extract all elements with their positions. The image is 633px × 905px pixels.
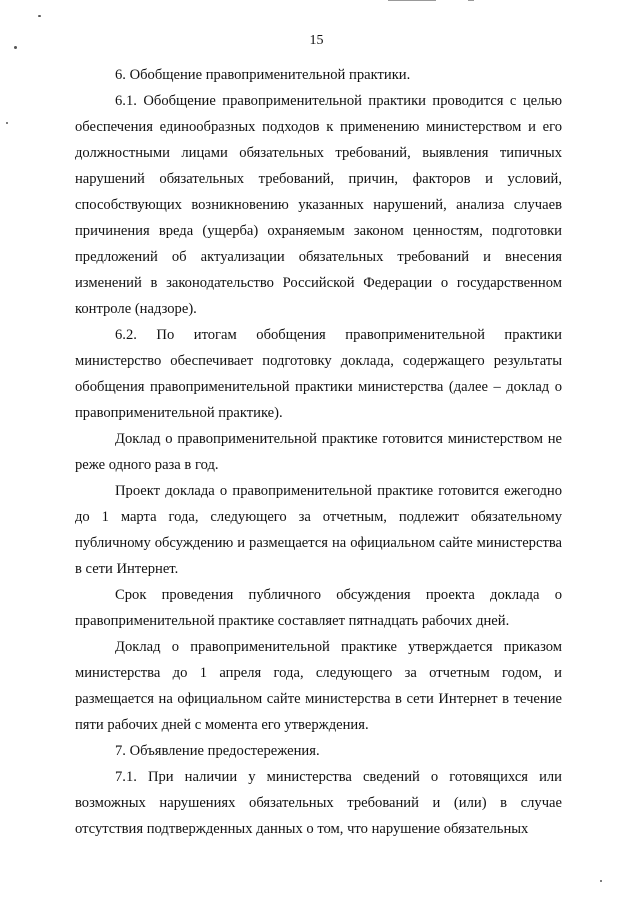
paragraph: Срок проведения публичного обсуждения проекта доклада о правоприменительной практике составляет пятнадцать рабочих дней. bbox=[75, 587, 562, 629]
scan-edge-line bbox=[388, 0, 436, 1]
scan-speck bbox=[38, 15, 41, 17]
section-heading: 6. Обобщение правоприменительной практики. bbox=[115, 67, 411, 83]
paragraph: Доклад о правоприменительной практике готовится министерством не реже одного раза в год. bbox=[75, 431, 562, 473]
paragraph: Проект доклада о правоприменительной практике готовится ежегодно до 1 марта года, следующего за отчетным, подлежит обязательному публичному обсуждению и размещается на официальном сайте министерства в сети Интернет. bbox=[75, 483, 562, 577]
page-number: 15 bbox=[309, 33, 324, 48]
paragraph: Доклад о правоприменительной практике утверждается приказом министерства до 1 апреля года, следующего за отчетным годом, и размещается на официальном сайте министерства в сети Интернет в течение пяти рабочих дней с момента его утверждения. bbox=[75, 639, 562, 733]
scan-speck bbox=[6, 122, 8, 124]
section-heading: 7. Объявление предостережения. bbox=[115, 743, 320, 759]
scan-speck bbox=[600, 880, 602, 882]
paragraph: 6.2. По итогам обобщения правоприменительной практики министерство обеспечивает подготовку доклада, содержащего результаты обобщения правоприменительной практики министерства (далее – доклад о правоприменительной практике). bbox=[75, 327, 562, 421]
paragraph: 6.1. Обобщение правоприменительной практики проводится с целью обеспечения единообразных подходов к применению министерством и его должностными лицами обязательных требований, выявления типичных нарушений обязательных требований, причин, факторов и условий, способствующих возникновению указанных нарушений, анализа случаев причинения вреда (ущерба) охраняемым законом ценностям, подготовки предложений об актуализации обязательных требований и внесения изменений в законодательство Российской Федерации о государственном контроле (надзоре). bbox=[75, 93, 562, 317]
scan-edge-line bbox=[468, 0, 474, 1]
document-body bbox=[75, 62, 562, 842]
paragraph: 7.1. При наличии у министерства сведений о готовящихся или возможных нарушениях обязательных требований и (или) в случае отсутствия подтвержденных данных о том, что нарушение обязательных bbox=[75, 769, 562, 837]
